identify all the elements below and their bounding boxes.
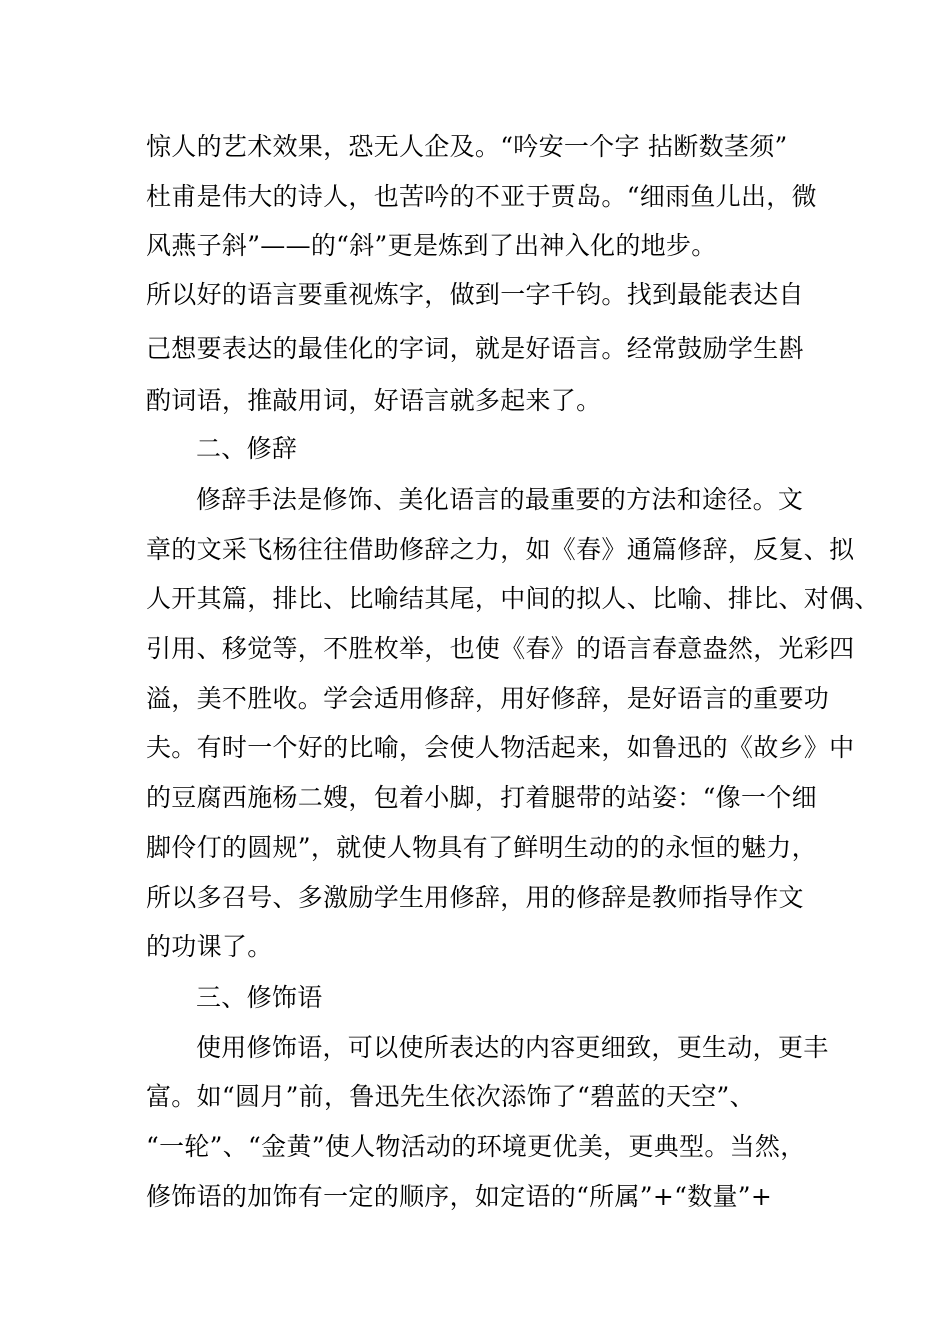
paragraph-line: 所以好的语言要重视炼字，做到一字千钧。找到最能表达自 [146,280,804,309]
paragraph-line: 夫。有时一个好的比喻，会使人物活起来，如鲁迅的《故乡》中 [146,733,855,762]
paragraph-line: 惊人的艺术效果，恐无人企及。“吟安一个字 拈断数茎须” [146,132,788,161]
paragraph-line: 的豆腐西施杨二嫂，包着小脚，打着腿带的站姿：“像一个细 [146,783,817,812]
paragraph-line: 修辞手法是修饰、美化语言的最重要的方法和途径。文 [196,485,804,514]
paragraph-line: 章的文采飞杨往往借助修辞之力，如《春》通篇修辞，反复、拟 [146,535,855,564]
paragraph-line: 己想要表达的最佳化的字词，就是好语言。经常鼓励学生斟 [146,334,804,363]
paragraph-line: 富。如“圆月”前，鲁迅先生依次添饰了“碧蓝的天空”、 [146,1082,755,1111]
paragraph-line: 脚伶仃的圆规”，就使人物具有了鲜明生动的的永恒的魅力， [146,833,817,862]
paragraph-line: 所以多召号、多激励学生用修辞，用的修辞是教师指导作文 [146,883,804,912]
paragraph-line: 修饰语的加饰有一定的顺序，如定语的“所属”+“数量”+ [146,1182,773,1211]
section-heading: 三、修饰语 [196,983,323,1012]
paragraph-line: 引用、移觉等，不胜枚举，也使《春》的语言春意盎然，光彩四 [146,634,855,663]
paragraph-line: 人开其篇，排比、比喻结其尾，中间的拟人、比喻、排比、对偶、 [146,584,880,613]
paragraph-line: “一轮”、“金黄”使人物活动的环境更优美，更典型。当然， [146,1132,806,1161]
paragraph-line: 的功课了。 [146,932,273,961]
section-heading: 二、修辞 [196,434,298,463]
paragraph-line: 溢，美不胜收。学会适用修辞，用好修辞，是好语言的重要功 [146,684,830,713]
paragraph-line: 使用修饰语，可以使所表达的内容更细致，更生动，更丰 [196,1033,829,1062]
paragraph-line: 酌词语，推敲用词，好语言就多起来了。 [146,386,602,415]
paragraph-line: 杜甫是伟大的诗人，也苦吟的不亚于贾岛。“细雨鱼儿出，微 [146,182,817,211]
paragraph-line: 风燕子斜”——的“斜”更是炼到了出神入化的地步。 [146,231,717,260]
